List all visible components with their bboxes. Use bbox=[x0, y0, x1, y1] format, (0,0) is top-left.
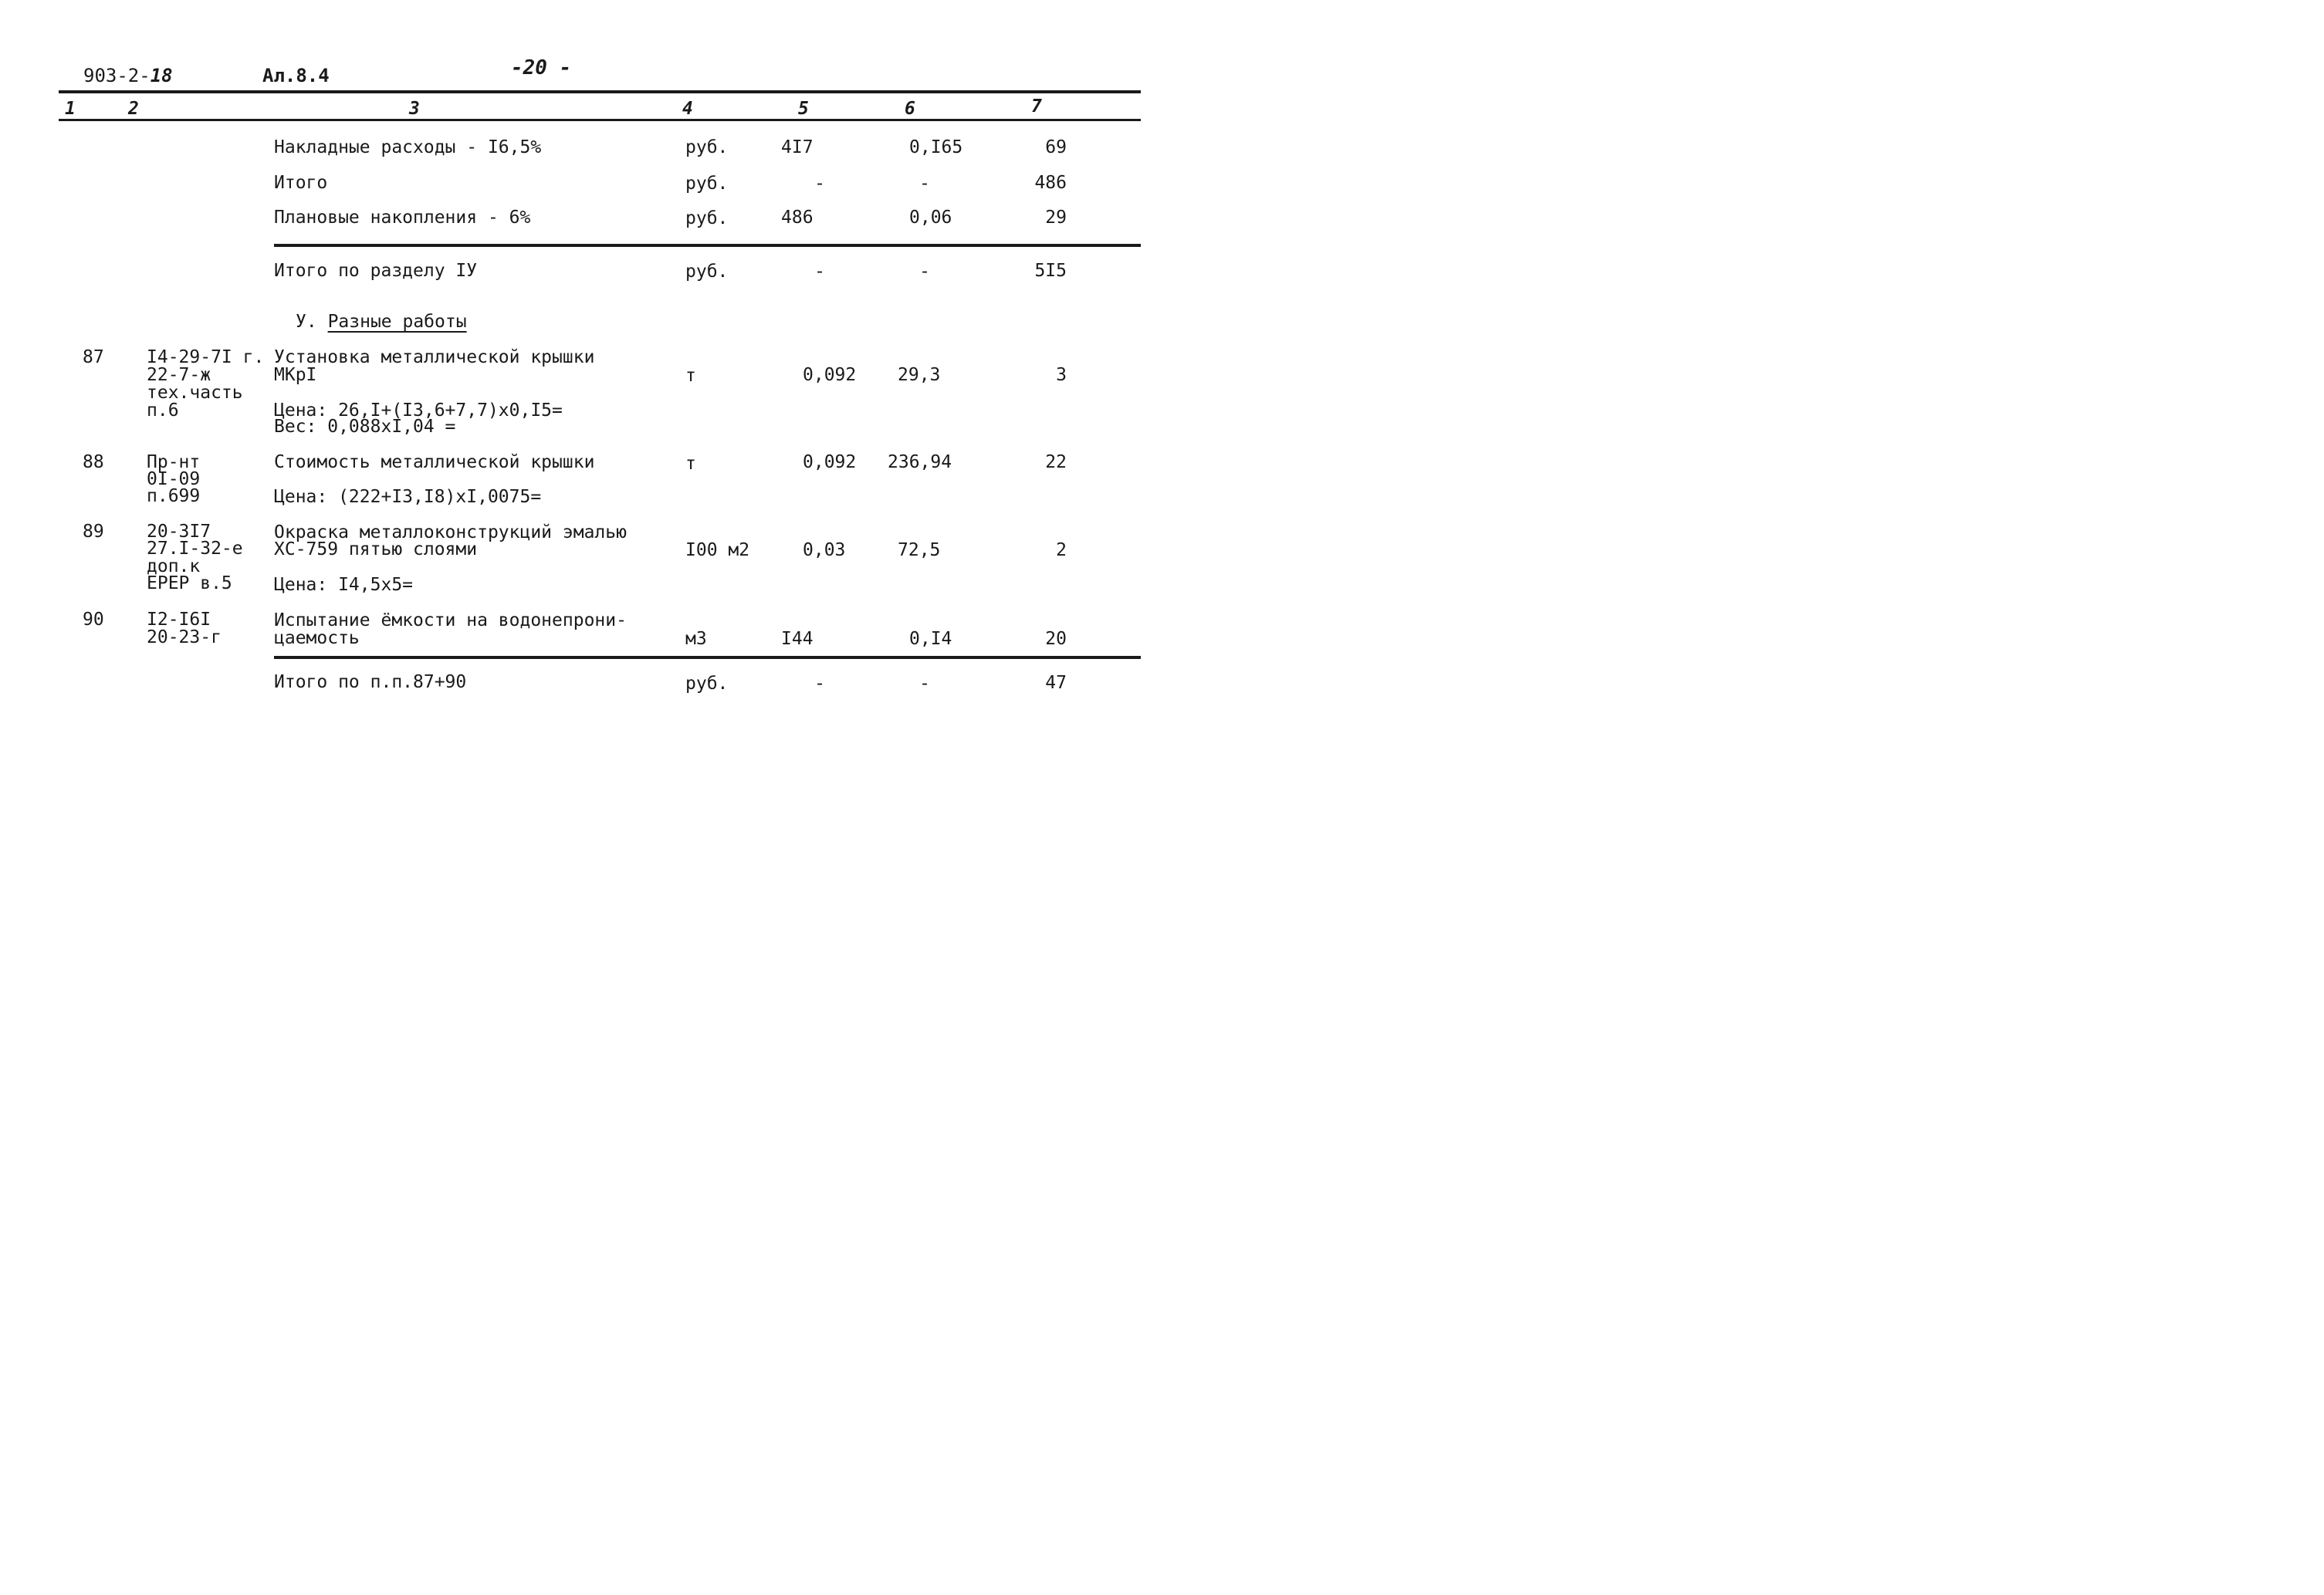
row-price: - bbox=[919, 262, 930, 282]
row-price: 0,06 bbox=[909, 208, 952, 228]
sheet-label: Ал.8.4 bbox=[262, 65, 330, 86]
item-number: 90 bbox=[83, 610, 104, 630]
row-qty: 486 bbox=[781, 208, 814, 228]
item-description-line: Окраска металлоконструкций эмалью bbox=[274, 522, 627, 542]
row-total: 5I5 bbox=[1034, 261, 1067, 281]
section-rule bbox=[274, 244, 1141, 247]
row-qty: 4I7 bbox=[781, 137, 814, 157]
row-total: 47 bbox=[1045, 673, 1067, 693]
row-name: Итого по разделу IУ bbox=[274, 261, 478, 281]
row-total: 29 bbox=[1045, 208, 1067, 228]
item-code-line: ЕРЕР в.5 bbox=[147, 573, 232, 593]
item-code-line: п.6 bbox=[147, 400, 179, 421]
item-description-line: ХС-759 пятью слоями bbox=[274, 539, 478, 559]
item-qty: 0,092 bbox=[803, 452, 857, 472]
row-qty: - bbox=[814, 174, 825, 194]
row-unit: руб. bbox=[685, 137, 729, 157]
column-header-5: 5 bbox=[798, 99, 809, 119]
item-number: 88 bbox=[83, 452, 104, 472]
row-price: 0,I65 bbox=[909, 137, 963, 157]
row-total: 69 bbox=[1045, 137, 1067, 157]
item-unit: м3 bbox=[685, 629, 707, 649]
doc-code-prefix: 903-2- bbox=[83, 65, 151, 86]
item-qty: I44 bbox=[781, 629, 814, 649]
item-total: 20 bbox=[1045, 629, 1067, 649]
item-description-line: Установка металлической крышки bbox=[274, 347, 595, 367]
item-description-line: МКрI bbox=[274, 365, 317, 385]
item-qty: 0,03 bbox=[803, 540, 846, 560]
row-unit: руб. bbox=[685, 208, 729, 228]
column-header-3: 3 bbox=[409, 99, 420, 119]
item-price: 29,3 bbox=[898, 365, 941, 385]
row-unit: руб. bbox=[685, 674, 729, 694]
item-price: 236,94 bbox=[888, 452, 952, 472]
column-header-2: 2 bbox=[128, 99, 139, 119]
item-code-line: 27.I-32-е bbox=[147, 539, 243, 559]
item-formula-line: Вес: 0,088xI,04 = bbox=[274, 417, 456, 437]
item-formula-line: Цена: 26,I+(I3,6+7,7)x0,I5= bbox=[274, 400, 563, 421]
items-rule bbox=[274, 656, 1141, 659]
header-top-rule bbox=[59, 90, 1141, 93]
item-code-line: 0I-09 bbox=[147, 469, 201, 489]
header-bottom-rule bbox=[59, 119, 1141, 121]
item-unit: I00 м2 bbox=[685, 540, 750, 560]
item-qty: 0,092 bbox=[803, 365, 857, 385]
doc-code bbox=[83, 66, 173, 85]
doc-code-number: 18 bbox=[150, 65, 173, 86]
item-description-line: Стоимость металлической крышки bbox=[274, 452, 595, 472]
item-code-line: I4-29-7I г. bbox=[147, 347, 265, 367]
section-title bbox=[296, 313, 467, 331]
section-title-name: Разные работы bbox=[327, 312, 467, 332]
item-code-line: п.699 bbox=[147, 486, 201, 506]
item-description-line: цаемость bbox=[274, 628, 360, 648]
column-header-7: 7 bbox=[1031, 96, 1042, 117]
row-unit: руб. bbox=[685, 262, 729, 282]
column-header-4: 4 bbox=[682, 99, 693, 119]
item-total: 2 bbox=[1056, 540, 1067, 560]
item-unit: т bbox=[685, 366, 696, 386]
item-total: 22 bbox=[1045, 452, 1067, 472]
row-price: - bbox=[919, 674, 930, 694]
row-price: - bbox=[919, 174, 930, 194]
row-name: Плановые накопления - 6% bbox=[274, 208, 531, 228]
page-number: -20 - bbox=[511, 56, 572, 79]
row-qty: - bbox=[814, 262, 825, 282]
item-code-line: 22-7-ж bbox=[147, 365, 211, 385]
item-formula-line: Цена: (222+I3,I8)xI,0075= bbox=[274, 487, 542, 507]
item-number: 87 bbox=[83, 347, 104, 367]
row-total: 486 bbox=[1034, 173, 1067, 193]
item-code-line: доп.к bbox=[147, 556, 201, 576]
section-title-prefix: У. bbox=[296, 312, 317, 332]
column-header-6: 6 bbox=[905, 99, 915, 119]
item-price: 72,5 bbox=[898, 540, 941, 560]
item-code-line: Пр-нт bbox=[147, 452, 201, 472]
row-name: Итого по п.п.87+90 bbox=[274, 672, 467, 692]
item-code-line: I2-I6I bbox=[147, 610, 211, 630]
item-code-line: тех.часть bbox=[147, 383, 243, 403]
document-page bbox=[0, 0, 1162, 797]
item-price: 0,I4 bbox=[909, 629, 952, 649]
row-qty: - bbox=[814, 674, 825, 694]
row-name: Итого bbox=[274, 173, 328, 193]
row-name: Накладные расходы - I6,5% bbox=[274, 137, 542, 157]
item-code-line: 20-3I7 bbox=[147, 522, 211, 542]
column-header-1: 1 bbox=[65, 99, 76, 119]
item-code-line: 20-23-г bbox=[147, 627, 222, 647]
row-unit: руб. bbox=[685, 174, 729, 194]
item-unit: т bbox=[685, 454, 696, 474]
item-total: 3 bbox=[1056, 365, 1067, 385]
item-description-line: Испытание ёмкости на водонепрони- bbox=[274, 610, 627, 630]
item-formula-line: Цена: I4,5x5= bbox=[274, 575, 414, 595]
item-number: 89 bbox=[83, 522, 104, 542]
